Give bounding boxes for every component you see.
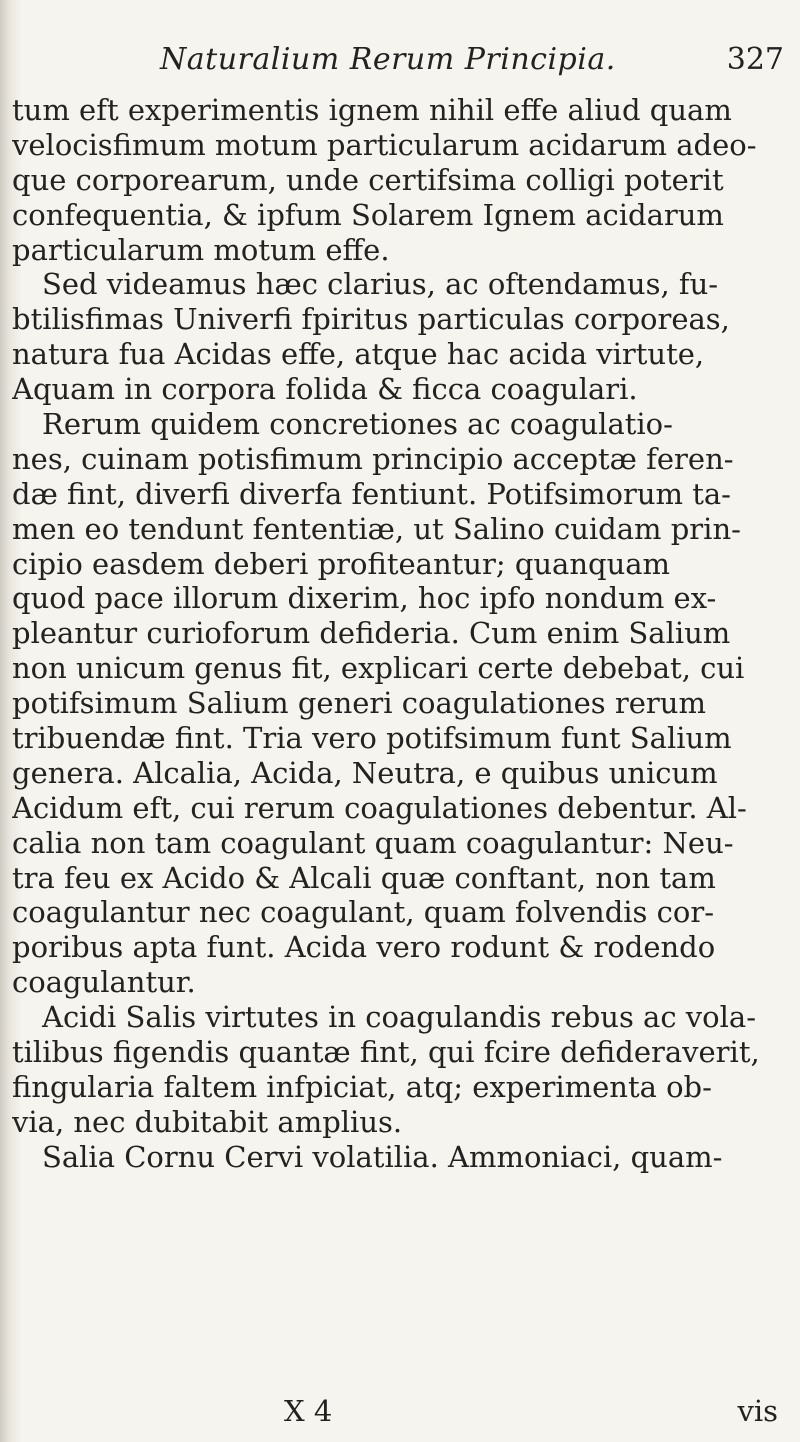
text-line: calia non tam coagulant quam coagulantur: Neu- [12, 825, 734, 860]
text-line: Aquam in corpora folida & ficca coagulari. [12, 372, 638, 407]
text-line: fingularia faltem infpiciat, atq; experimenta ob- [12, 1069, 712, 1104]
text-line: Rerum quidem concretiones ac coagulatio- [42, 407, 673, 442]
text-line: pleantur curioforum defideria. Cum enim Salium [12, 616, 731, 651]
text-line: coagulantur nec coagulant, quam folvendis cor- [12, 895, 714, 930]
text-line: potifsimum Salium generi coagulationes rerum [12, 686, 706, 721]
text-line: poribus apta funt. Acida vero rodunt & rodendo [12, 930, 716, 965]
text-line: nes, cuinam potisfimum principio acceptæ feren- [12, 441, 734, 476]
text-line: velocisfimum motum particularum acidarum adeo- [12, 127, 757, 162]
text-line: confequentia, & ipfum Solarem Ignem acidarum [12, 197, 724, 232]
text-line: Acidi Salis virtutes in coagulandis rebus ac vola- [42, 1000, 756, 1035]
text-line: Sed videamus hæc clarius, ac oftendamus, fu- [42, 267, 719, 302]
text-line: particularum motum effe. [12, 232, 390, 267]
text-line: via, nec dubitabit amplius. [12, 1104, 403, 1139]
running-head [0, 42, 800, 90]
text-line: dæ fint, diverfi diverfa fentiunt. Potifsimorum ta- [12, 476, 731, 511]
text-line: tum eft experimentis ignem nihil effe aliud quam [12, 93, 732, 127]
text-line: Acidum eft, cui rerum coagulationes debentur. Al- [12, 790, 747, 825]
text-line: que corporearum, unde certifsima colligi poterit [12, 162, 724, 197]
text-line: quod pace illorum dixerim, hoc ipfo nondum ex- [12, 581, 717, 616]
running-head-title: Naturalium Rerum Principia. [160, 42, 616, 77]
text-line: cipio easdem deberi profiteantur; quanquam [12, 546, 671, 581]
page-footer [0, 1394, 800, 1434]
text-line: tra feu ex Acido & Alcali quæ conftant, non tam [12, 860, 716, 895]
body-text [12, 93, 786, 1175]
text-line: Salia Cornu Cervi volatilia. Ammoniaci, quam- [42, 1139, 723, 1174]
text-line: tribuendæ fint. Tria vero potifsimum funt Salium [12, 721, 732, 756]
signature-mark: X 4 [284, 1394, 333, 1428]
text-line: genera. Alcalia, Acida, Neutra, e quibus unicum [12, 755, 718, 790]
text-line: natura fua Acidas effe, atque hac acida virtute, [12, 337, 705, 372]
text-line: coagulantur. [12, 965, 196, 1000]
text-line: men eo tendunt fententiæ, ut Salino cuidam prin- [12, 511, 741, 546]
catchword: vis [737, 1394, 778, 1428]
page-number: 327 [726, 42, 784, 77]
text-line: non unicum genus fit, explicari certe debebat, cui [12, 651, 745, 686]
text-line: tilibus figendis quantæ fint, qui fcire defideraverit, [12, 1035, 760, 1070]
text-line: btilisfimas Univerfi fpiritus particulas corporeas, [12, 302, 730, 337]
